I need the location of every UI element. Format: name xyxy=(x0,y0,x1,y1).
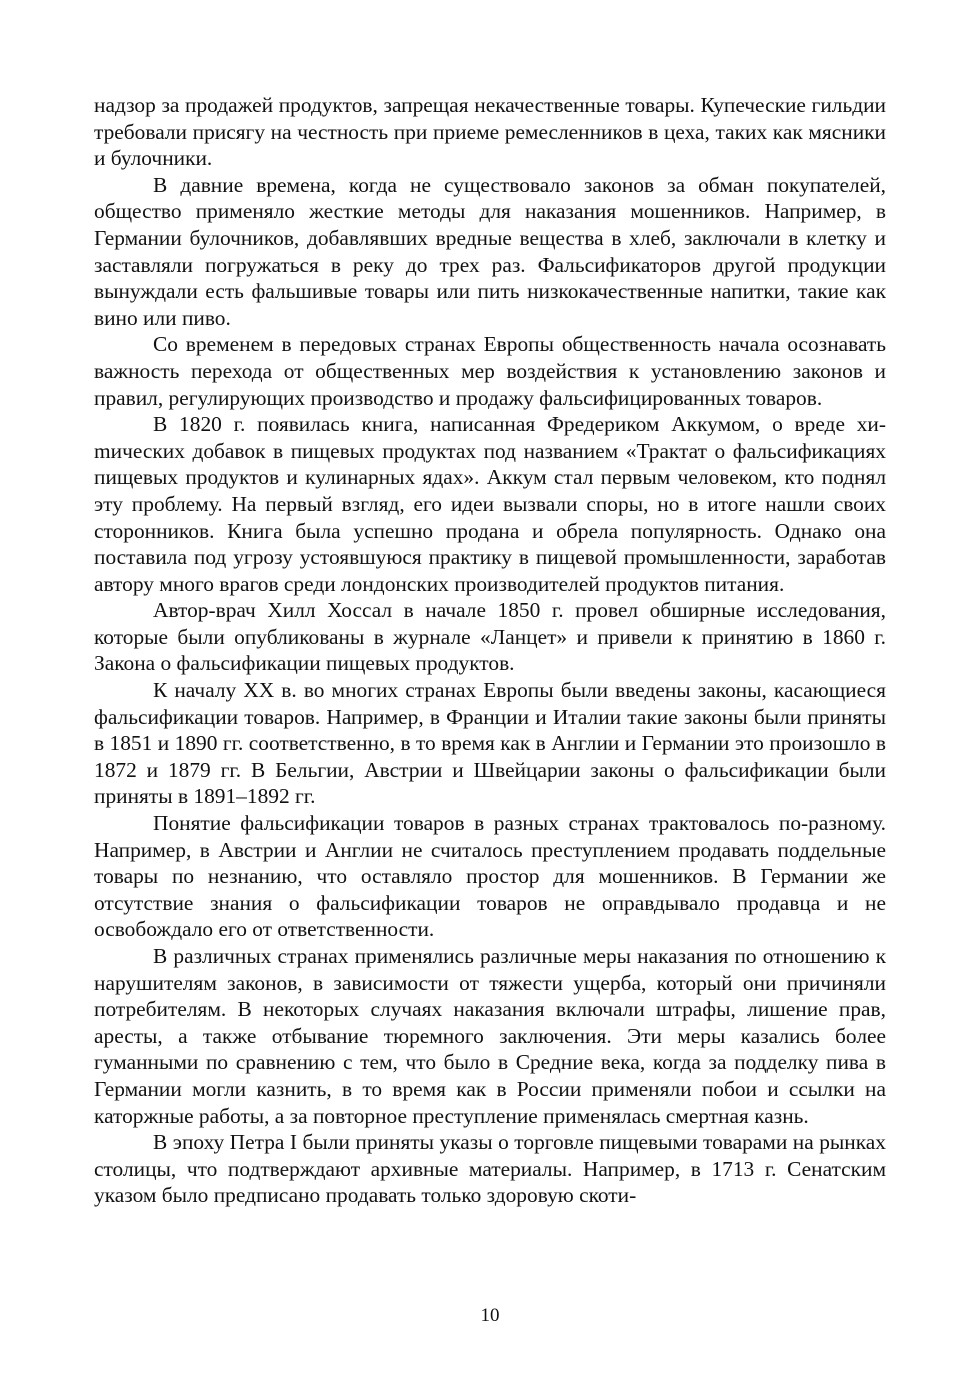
paragraph-2: В давние времена, когда не существовало законов за обман покупателей, общество применяло жесткие методы для наказания мошенников. Например, в Германии булочников, добавлявших вредные вещества в хлеб, заключали в клетку и заставляли погружаться в реку до трех раз. Фальсификаторов другой продукции вынуждали есть фальшивые товары или пить низкокачественные напитки, такие как вино или пиво. xyxy=(94,172,886,330)
document-page xyxy=(94,92,886,1209)
paragraph-6: К началу XX в. во многих странах Европы были введены законы, касающиеся фальсификации товаров. Например, в Франции и Италии такие законы были приняты в 1851 и 1890 гг. соответственно, в то время как в Англии и Германии это произошло в 1872 и 1879 гг. В Бельгии, Австрии и Швейцарии законы о фальсификации были приняты в 1891–1892 гг. xyxy=(94,678,886,809)
paragraph-3: Со временем в передовых странах Европы общественность начала осознавать важность перехода от общественных мер воздействия к установлению законов и правил, регулирующих производство и продажу фальсифицированных товаров. xyxy=(94,332,886,410)
paragraph-4: В 1820 г. появилась книга, написанная Фредериком Аккумом, о вреде хиmических добавок в пищевых продуктах под названием «Трактат о фальсификациях пищевых продуктов и кулинарных ядах». Аккум стал первым человеком, кто поднял эту проблему. На первый взгляд, его идеи вызвали споры, но в итоге нашли своих сторонников. Книга была успешно продана и обрела популярность. Однако она поставила под угрозу устоявшуюся практику в пищевой промышленности, заработав автору много врагов среди лондонских производителей продуктов питания. xyxy=(94,412,886,596)
paragraph-5: Автор-врач Хилл Хоссал в начале 1850 г. провел обширные исследования, которые были опубликованы в журнале «Ланцет» и привели к принятию в 1860 г. Закона о фальсификации пищевых продуктов. xyxy=(94,598,886,676)
paragraph-9: В эпоху Петра I были приняты указы о торговле пищевыми товарами на рынках столицы, что подтверждают архивные материалы. Например, в 1713 г. Сенатским указом было предписано продавать только здоровую скоти- xyxy=(94,1130,886,1208)
paragraph-1: надзор за продажей продуктов, запрещая некачественные товары. Купеческие гильдии требовали присягу на честность при приеме ремесленников в цеха, таких как мясники и булочники. xyxy=(94,93,886,171)
paragraph-7: Понятие фальсификации товаров в разных странах трактовалось по-разному. Например, в Австрии и Англии не считалось преступлением продавать поддельные товары по незнанию, что оставляло простор для мошенников. В Германии же отсутствие знания о фальсификации товаров не оправдывало продавца и не освобождало его от ответственности. xyxy=(94,811,886,942)
paragraph-8: В различных странах применялись различные меры наказания по отношению к нарушителям законов, в зависимости от тяжести ущерба, который они причиняли потребителям. В некоторых случаях наказания включали штрафы, лишение прав, аресты, а также отбывание тюремного заключения. Эти меры казались более гуманными по сравнению с тем, что было в Средние века, когда за подделку пива в Германии могли казнить, в то время как в России применяли побои и ссылки на каторжные работы, а за повторное преступление применялась смертная казнь. xyxy=(94,944,886,1128)
page-number: 10 xyxy=(480,1305,500,1326)
